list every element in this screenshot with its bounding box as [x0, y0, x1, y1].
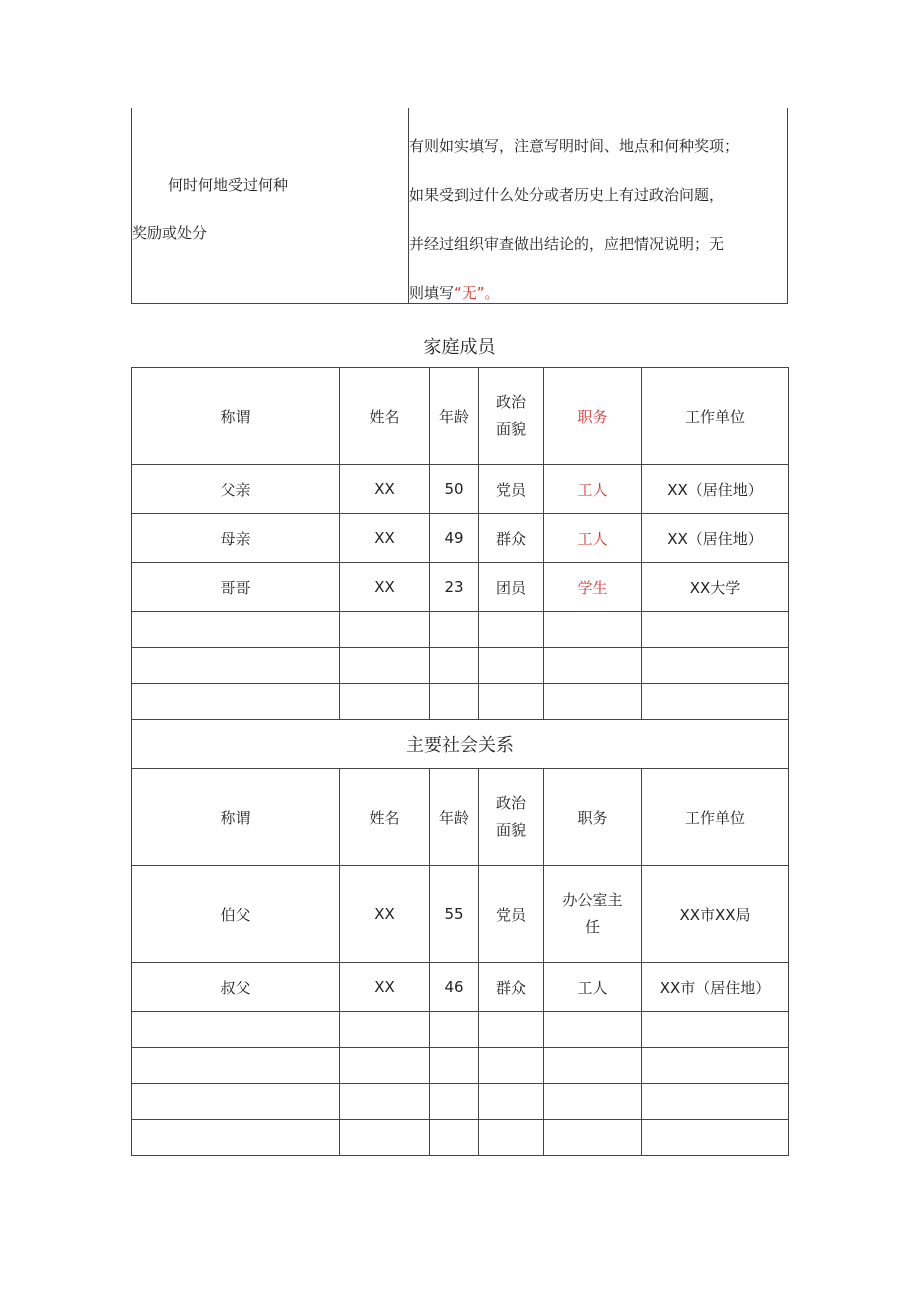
header-relation: 称谓 — [132, 368, 340, 465]
family-header-row — [132, 368, 789, 465]
cell-political: 群众 — [479, 963, 544, 1012]
cell-political: 党员 — [479, 866, 544, 963]
empty-cell — [430, 1120, 479, 1156]
header-age: 年龄 — [430, 769, 479, 866]
empty-row — [132, 1012, 789, 1048]
instruction-highlight: “无”。 — [454, 284, 500, 302]
cell-relation: 伯父 — [132, 866, 340, 963]
empty-cell — [642, 1012, 789, 1048]
empty-cell — [544, 1120, 642, 1156]
cell-workplace: XX大学 — [642, 563, 789, 612]
table-row — [132, 866, 789, 963]
header-political-line2: 面貌 — [495, 420, 526, 438]
cell-age: 55 — [430, 866, 479, 963]
cell-name: XX — [340, 465, 430, 514]
header-workplace: 工作单位 — [642, 769, 789, 866]
empty-cell — [340, 1084, 430, 1120]
empty-cell — [642, 1048, 789, 1084]
empty-cell — [479, 1012, 544, 1048]
empty-cell — [479, 648, 544, 684]
empty-cell — [430, 1048, 479, 1084]
empty-cell — [340, 1120, 430, 1156]
empty-cell — [132, 684, 340, 720]
cell-relation: 父亲 — [132, 465, 340, 514]
instruction-last-prefix: 则填写 — [409, 284, 455, 302]
empty-cell — [642, 612, 789, 648]
social-title-row — [132, 720, 789, 769]
empty-cell — [340, 648, 430, 684]
cell-name: XX — [340, 563, 430, 612]
empty-cell — [340, 612, 430, 648]
cell-workplace: XX（居住地） — [642, 514, 789, 563]
empty-cell — [430, 684, 479, 720]
cell-relation: 哥哥 — [132, 563, 340, 612]
empty-cell — [132, 1084, 340, 1120]
header-name: 姓名 — [340, 368, 430, 465]
header-political — [479, 769, 544, 866]
empty-cell — [642, 1120, 789, 1156]
cell-position: 工人 — [544, 514, 642, 563]
empty-cell — [544, 612, 642, 648]
empty-cell — [479, 684, 544, 720]
empty-cell — [430, 1084, 479, 1120]
empty-cell — [544, 684, 642, 720]
header-position: 职务 — [544, 368, 642, 465]
empty-cell — [544, 1012, 642, 1048]
empty-cell — [544, 1084, 642, 1120]
cell-age: 49 — [430, 514, 479, 563]
awards-label-line2: 奖励或处分 — [132, 224, 208, 242]
cell-age: 23 — [430, 563, 479, 612]
cell-workplace: XX（居住地） — [642, 465, 789, 514]
header-workplace: 工作单位 — [642, 368, 789, 465]
social-header-row — [132, 769, 789, 866]
empty-cell — [479, 1048, 544, 1084]
cell-workplace: XX市XX局 — [642, 866, 789, 963]
empty-cell — [132, 1012, 340, 1048]
empty-cell — [340, 1012, 430, 1048]
awards-instructions — [409, 122, 739, 318]
empty-cell — [430, 648, 479, 684]
empty-cell — [642, 648, 789, 684]
header-political-line1: 政治 — [495, 393, 526, 411]
cell-relation: 叔父 — [132, 963, 340, 1012]
awards-label-line1: 何时何地受过何种 — [168, 176, 289, 194]
empty-cell — [340, 684, 430, 720]
cell-position: 工人 — [544, 465, 642, 514]
empty-cell — [479, 1120, 544, 1156]
header-age: 年龄 — [430, 368, 479, 465]
cell-age: 50 — [430, 465, 479, 514]
empty-cell — [642, 684, 789, 720]
empty-cell — [479, 1084, 544, 1120]
relations-table — [131, 367, 789, 1156]
empty-row — [132, 1048, 789, 1084]
empty-cell — [430, 1012, 479, 1048]
empty-row — [132, 1084, 789, 1120]
instruction-line: 如果受到过什么处分或者历史上有过政治问题， — [409, 186, 725, 204]
empty-row — [132, 684, 789, 720]
family-section-title: 家庭成员 — [423, 337, 496, 358]
cell-relation: 母亲 — [132, 514, 340, 563]
cell-name: XX — [340, 866, 430, 963]
instruction-line: 有则如实填写，注意写明时间、地点和何种奖项； — [409, 137, 740, 155]
header-relation: 称谓 — [132, 769, 340, 866]
header-political-line1: 政治 — [495, 794, 526, 812]
cell-political: 党员 — [479, 465, 544, 514]
instruction-line: 并经过组织审查做出结论的，应把情况说明；无 — [409, 235, 725, 253]
header-name: 姓名 — [340, 769, 430, 866]
header-political — [479, 368, 544, 465]
cell-position-line2: 任 — [584, 918, 600, 936]
cell-position-line1: 办公室主 — [562, 891, 623, 909]
cell-workplace: XX市（居住地） — [642, 963, 789, 1012]
empty-cell — [544, 648, 642, 684]
header-political-line2: 面貌 — [495, 821, 526, 839]
header-position: 职务 — [544, 769, 642, 866]
empty-cell — [544, 1048, 642, 1084]
table-row — [132, 963, 789, 1012]
empty-cell — [642, 1084, 789, 1120]
empty-row — [132, 612, 789, 648]
empty-row — [132, 1120, 789, 1156]
cell-name: XX — [340, 963, 430, 1012]
empty-row — [132, 648, 789, 684]
cell-political: 团员 — [479, 563, 544, 612]
empty-cell — [479, 612, 544, 648]
empty-cell — [340, 1048, 430, 1084]
cell-position: 学生 — [544, 563, 642, 612]
social-section-title: 主要社会关系 — [132, 720, 789, 769]
cell-position: 工人 — [544, 963, 642, 1012]
cell-age: 46 — [430, 963, 479, 1012]
empty-cell — [132, 612, 340, 648]
instruction-line-last — [409, 269, 739, 318]
table-row — [132, 563, 789, 612]
cell-name: XX — [340, 514, 430, 563]
cell-position — [544, 866, 642, 963]
empty-cell — [132, 1048, 340, 1084]
table-row — [132, 465, 789, 514]
empty-cell — [430, 612, 479, 648]
awards-section — [131, 108, 788, 304]
cell-political: 群众 — [479, 514, 544, 563]
empty-cell — [132, 648, 340, 684]
empty-cell — [132, 1120, 340, 1156]
table-row — [132, 514, 789, 563]
